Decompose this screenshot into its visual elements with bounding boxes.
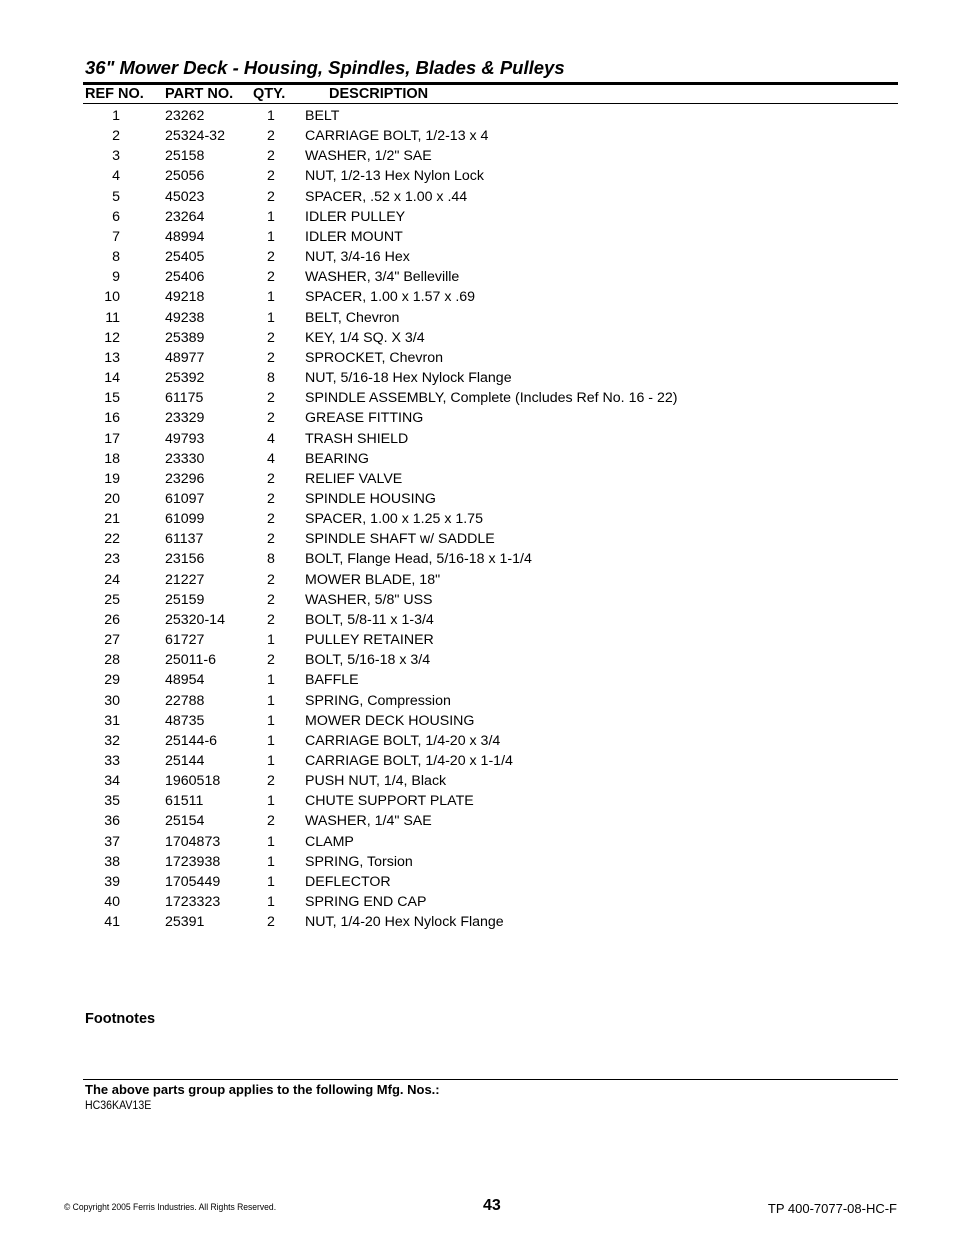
part-no-cell: 48977	[165, 349, 205, 366]
qty-cell: 2	[267, 611, 275, 628]
header-ref-no: REF NO.	[85, 86, 144, 102]
description-cell: NUT, 5/16-18 Hex Nylock Flange	[305, 370, 512, 387]
ref-no-cell: 8	[112, 249, 120, 266]
table-row	[0, 610, 954, 630]
ref-no-cell: 33	[104, 753, 120, 769]
description-cell: SPROCKET, Chevron	[305, 349, 443, 366]
table-row	[0, 247, 954, 267]
table-row	[0, 187, 954, 207]
ref-no-cell: 2	[112, 128, 120, 145]
table-row	[0, 892, 954, 912]
ref-no-cell: 26	[104, 611, 120, 628]
part-no-cell: 49238	[165, 309, 205, 326]
description-cell: CARRIAGE BOLT, 1/4-20 x 1-1/4	[305, 753, 513, 769]
qty-cell: 2	[267, 168, 275, 185]
description-cell: CARRIAGE BOLT, 1/4-20 x 3/4	[305, 732, 501, 749]
part-no-cell: 61097	[165, 490, 205, 507]
description-cell: SPRING END CAP	[305, 894, 427, 911]
qty-cell: 1	[267, 853, 275, 870]
page-number: 43	[483, 1197, 501, 1214]
part-no-cell: 61099	[165, 511, 205, 528]
qty-cell: 4	[267, 450, 275, 467]
description-cell: WASHER, 1/4" SAE	[305, 813, 432, 830]
table-row	[0, 429, 954, 449]
qty-cell: 8	[267, 551, 275, 568]
table-row	[0, 912, 954, 932]
ref-no-cell: 10	[104, 289, 120, 306]
part-no-cell: 25144-6	[165, 732, 218, 749]
description-cell: BOLT, 5/16-18 x 3/4	[305, 652, 431, 669]
part-no-cell: 48994	[165, 228, 205, 245]
ref-no-cell: 17	[104, 430, 120, 447]
applies-text: The above parts group applies to the following Mfg. Nos.:	[85, 1082, 440, 1097]
description-cell: BOLT, 5/8-11 x 1-3/4	[305, 611, 434, 628]
table-row	[0, 711, 954, 731]
ref-no-cell: 30	[104, 692, 120, 709]
part-no-cell: 48954	[165, 672, 205, 689]
ref-no-cell: 41	[104, 914, 120, 931]
description-cell: WASHER, 5/8" USS	[305, 591, 433, 608]
table-row	[0, 791, 954, 811]
mfg-numbers: HC36KAV13E	[85, 1100, 152, 1112]
description-cell: BAFFLE	[305, 672, 359, 689]
description-cell: PULLEY RETAINER	[305, 632, 434, 649]
part-no-cell: 25144	[165, 753, 205, 769]
table-row	[0, 670, 954, 690]
description-cell: SPINDLE SHAFT w/ SADDLE	[305, 531, 495, 548]
part-no-cell: 25389	[165, 329, 205, 346]
qty-cell: 1	[267, 793, 275, 810]
ref-no-cell: 28	[104, 652, 120, 669]
ref-no-cell: 23	[104, 551, 120, 568]
part-no-cell: 49793	[165, 430, 205, 447]
part-no-cell: 23296	[165, 470, 205, 487]
ref-no-cell: 20	[104, 490, 120, 507]
ref-no-cell: 27	[104, 632, 120, 649]
ref-no-cell: 39	[104, 873, 120, 890]
part-no-cell: 48735	[165, 712, 205, 729]
table-row	[0, 408, 954, 428]
table-row	[0, 489, 954, 509]
table-row	[0, 126, 954, 146]
description-cell: RELIEF VALVE	[305, 470, 403, 487]
ref-no-cell: 37	[104, 833, 120, 850]
description-cell: GREASE FITTING	[305, 410, 424, 427]
qty-cell: 2	[267, 188, 275, 205]
table-row	[0, 650, 954, 670]
qty-cell: 2	[267, 914, 275, 931]
part-no-cell: 1960518	[165, 773, 221, 790]
qty-cell: 1	[267, 712, 275, 729]
description-cell: BELT	[305, 108, 340, 124]
ref-no-cell: 35	[104, 793, 120, 810]
header-divider	[83, 103, 898, 104]
table-row	[0, 509, 954, 529]
description-cell: WASHER, 1/2" SAE	[305, 148, 432, 165]
description-cell: SPACER, 1.00 x 1.25 x 1.75	[305, 511, 483, 528]
description-cell: TRASH SHIELD	[305, 430, 409, 447]
part-no-cell: 49218	[165, 289, 205, 306]
part-no-cell: 25324-32	[165, 128, 225, 145]
table-row	[0, 469, 954, 489]
ref-no-cell: 34	[104, 773, 120, 790]
description-cell: SPINDLE ASSEMBLY, Complete (Includes Ref No. 16 - 22)	[305, 390, 678, 407]
table-row	[0, 166, 954, 186]
part-no-cell: 61511	[165, 793, 204, 810]
table-row	[0, 731, 954, 751]
qty-cell: 4	[267, 430, 275, 447]
part-no-cell: 1704873	[165, 833, 221, 850]
qty-cell: 2	[267, 249, 275, 266]
table-row	[0, 308, 954, 328]
description-cell: BEARING	[305, 450, 369, 467]
qty-cell: 1	[267, 873, 275, 890]
table-row	[0, 287, 954, 307]
ref-no-cell: 36	[104, 813, 120, 830]
ref-no-cell: 4	[112, 168, 120, 185]
ref-no-cell: 1	[112, 108, 120, 124]
ref-no-cell: 32	[104, 732, 120, 749]
part-no-cell: 61137	[165, 531, 204, 548]
qty-cell: 1	[267, 894, 275, 911]
description-cell: DEFLECTOR	[305, 873, 391, 890]
part-no-cell: 23156	[165, 551, 205, 568]
ref-no-cell: 40	[104, 894, 120, 911]
table-row	[0, 227, 954, 247]
qty-cell: 1	[267, 632, 275, 649]
table-row	[0, 207, 954, 227]
part-no-cell: 1723323	[165, 894, 221, 911]
ref-no-cell: 16	[104, 410, 120, 427]
part-no-cell: 25158	[165, 148, 205, 165]
qty-cell: 1	[267, 208, 275, 225]
ref-no-cell: 18	[104, 450, 120, 467]
qty-cell: 2	[267, 390, 275, 407]
qty-cell: 2	[267, 269, 275, 286]
ref-no-cell: 6	[112, 208, 120, 225]
description-cell: NUT, 3/4-16 Hex	[305, 249, 410, 266]
copyright-notice: © Copyright 2005 Ferris Industries. All Rights Reserved.	[64, 1202, 277, 1213]
parts-table	[0, 106, 954, 932]
ref-no-cell: 24	[104, 571, 120, 588]
part-no-cell: 23330	[165, 450, 205, 467]
description-cell: WASHER, 3/4" Belleville	[305, 269, 460, 286]
table-row	[0, 368, 954, 388]
description-cell: MOWER DECK HOUSING	[305, 712, 475, 729]
part-no-cell: 25391	[165, 914, 205, 931]
description-cell: BOLT, Flange Head, 5/16-18 x 1-1/4	[305, 551, 532, 568]
table-row	[0, 570, 954, 590]
ref-no-cell: 25	[104, 591, 120, 608]
table-row	[0, 267, 954, 287]
qty-cell: 1	[267, 289, 275, 306]
description-cell: NUT, 1/4-20 Hex Nylock Flange	[305, 914, 504, 931]
description-cell: BELT, Chevron	[305, 309, 400, 326]
part-no-cell: 23264	[165, 208, 205, 225]
ref-no-cell: 3	[112, 148, 120, 165]
table-row	[0, 549, 954, 569]
ref-no-cell: 5	[112, 188, 120, 205]
qty-cell: 2	[267, 349, 275, 366]
part-no-cell: 25154	[165, 813, 205, 830]
table-row	[0, 529, 954, 549]
description-cell: KEY, 1/4 SQ. X 3/4	[305, 329, 425, 346]
qty-cell: 2	[267, 591, 275, 608]
qty-cell: 2	[267, 571, 275, 588]
qty-cell: 2	[267, 128, 275, 145]
part-no-cell: 23329	[165, 410, 205, 427]
part-no-cell: 25056	[165, 168, 205, 185]
description-cell: SPACER, 1.00 x 1.57 x .69	[305, 289, 476, 306]
qty-cell: 2	[267, 813, 275, 830]
qty-cell: 2	[267, 490, 275, 507]
header-qty: QTY.	[253, 86, 286, 102]
header-part-no: PART NO.	[165, 86, 234, 102]
ref-no-cell: 9	[112, 269, 120, 286]
page-title: 36" Mower Deck - Housing, Spindles, Blades & Pulleys	[85, 57, 565, 78]
qty-cell: 1	[267, 309, 275, 326]
footnotes-heading: Footnotes	[85, 1011, 156, 1027]
description-cell: NUT, 1/2-13 Hex Nylon Lock	[305, 168, 484, 185]
qty-cell: 2	[267, 531, 275, 548]
description-cell: CARRIAGE BOLT, 1/2-13 x 4	[305, 128, 489, 145]
ref-no-cell: 15	[104, 390, 120, 407]
ref-no-cell: 31	[104, 712, 120, 729]
table-row	[0, 449, 954, 469]
ref-no-cell: 11	[105, 309, 120, 326]
qty-cell: 2	[267, 329, 275, 346]
table-row	[0, 106, 954, 126]
qty-cell: 2	[267, 148, 275, 165]
part-no-cell: 1705449	[165, 873, 221, 890]
qty-cell: 1	[267, 692, 275, 709]
qty-cell: 1	[267, 108, 275, 124]
table-row	[0, 872, 954, 892]
ref-no-cell: 21	[104, 511, 120, 528]
description-cell: SPINDLE HOUSING	[305, 490, 436, 507]
part-no-cell: 61175	[165, 390, 204, 407]
description-cell: SPRING, Compression	[305, 692, 451, 709]
table-row	[0, 328, 954, 348]
description-cell: CHUTE SUPPORT PLATE	[305, 793, 474, 810]
description-cell: MOWER BLADE, 18"	[305, 571, 441, 588]
qty-cell: 1	[267, 228, 275, 245]
table-row	[0, 388, 954, 408]
ref-no-cell: 38	[104, 853, 120, 870]
table-row	[0, 146, 954, 166]
qty-cell: 8	[267, 370, 275, 387]
ref-no-cell: 14	[104, 370, 120, 387]
part-no-cell: 25320-14	[165, 611, 225, 628]
description-cell: SPRING, Torsion	[305, 853, 413, 870]
table-row	[0, 852, 954, 872]
qty-cell: 2	[267, 511, 275, 528]
ref-no-cell: 29	[104, 672, 120, 689]
description-cell: PUSH NUT, 1/4, Black	[305, 773, 447, 790]
part-no-cell: 1723938	[165, 853, 221, 870]
ref-no-cell: 7	[112, 228, 120, 245]
qty-cell: 2	[267, 470, 275, 487]
description-cell: IDLER PULLEY	[305, 208, 406, 225]
part-no-cell: 25405	[165, 249, 205, 266]
part-no-cell: 21227	[165, 571, 205, 588]
ref-no-cell: 13	[104, 349, 120, 366]
description-cell: CLAMP	[305, 833, 354, 850]
table-row	[0, 691, 954, 711]
qty-cell: 2	[267, 773, 275, 790]
table-row	[0, 630, 954, 650]
ref-no-cell: 19	[104, 470, 120, 487]
part-no-cell: 23262	[165, 108, 205, 124]
document-number: TP 400-7077-08-HC-F	[767, 1201, 897, 1216]
qty-cell: 2	[267, 652, 275, 669]
table-row	[0, 771, 954, 791]
ref-no-cell: 22	[104, 531, 120, 548]
qty-cell: 1	[267, 833, 275, 850]
part-no-cell: 61727	[165, 632, 205, 649]
table-row	[0, 811, 954, 831]
part-no-cell: 45023	[165, 188, 205, 205]
title-divider	[83, 82, 898, 85]
ref-no-cell: 12	[104, 329, 120, 346]
qty-cell: 1	[267, 753, 275, 769]
description-cell: IDLER MOUNT	[305, 228, 403, 245]
part-no-cell: 25159	[165, 591, 205, 608]
qty-cell: 1	[267, 672, 275, 689]
part-no-cell: 25392	[165, 370, 205, 387]
qty-cell: 1	[267, 732, 275, 749]
table-row	[0, 832, 954, 852]
footer-divider	[83, 1079, 898, 1080]
part-no-cell: 25406	[165, 269, 205, 286]
header-description: DESCRIPTION	[329, 86, 429, 102]
qty-cell: 2	[267, 410, 275, 427]
description-cell: SPACER, .52 x 1.00 x .44	[305, 188, 468, 205]
part-no-cell: 25011-6	[165, 652, 217, 669]
part-no-cell: 22788	[165, 692, 205, 709]
table-row	[0, 348, 954, 368]
table-row	[0, 590, 954, 610]
table-row	[0, 751, 954, 771]
